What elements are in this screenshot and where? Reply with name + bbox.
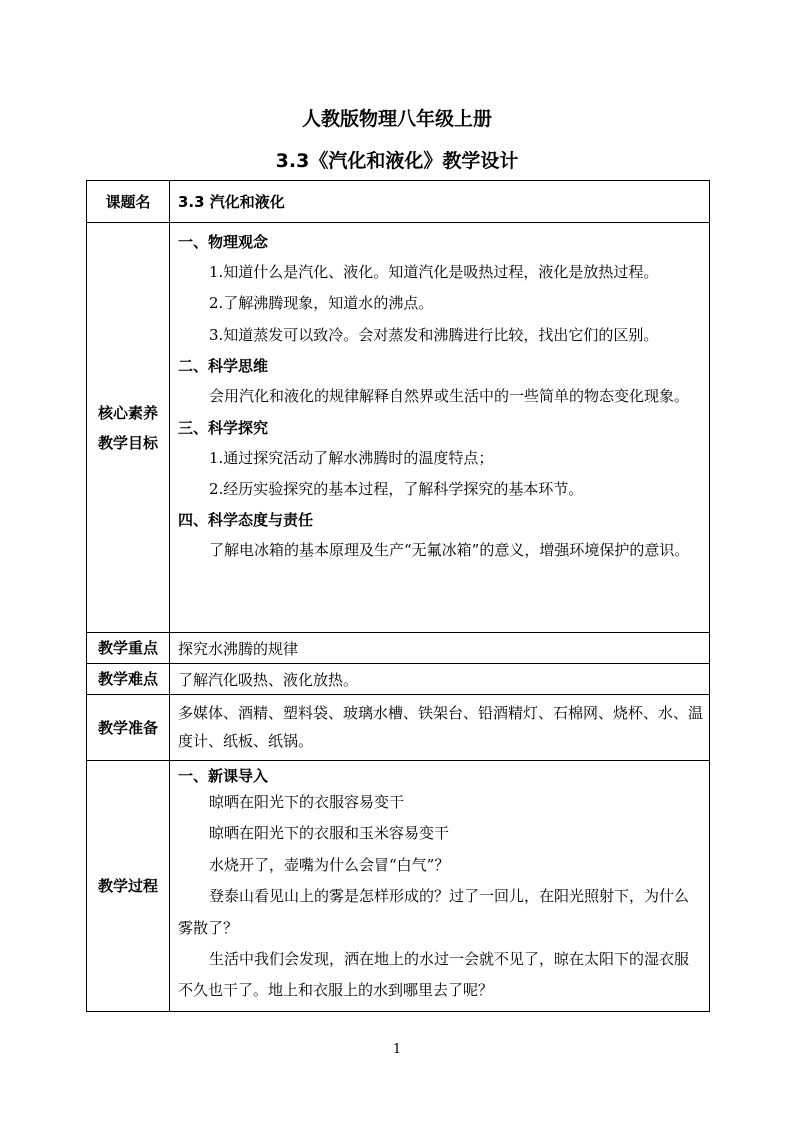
preparation-value: 多媒体、酒精、塑料袋、玻璃水槽、铁架台、铅酒精灯、石棉网、烧杯、水、温度计、纸板、纸锅。 bbox=[170, 695, 710, 761]
table-row-key-point bbox=[87, 633, 710, 664]
goals-label-line1: 核心素养 bbox=[97, 403, 158, 422]
table-row-process bbox=[87, 761, 710, 1012]
topic-label: 课题名 bbox=[87, 181, 170, 223]
lesson-plan-table bbox=[86, 180, 710, 1012]
process-content bbox=[170, 761, 710, 1012]
goals-item: 1.知道什么是汽化、液化。知道汽化是吸热过程，液化是放热过程。 bbox=[209, 263, 659, 281]
table-row-preparation bbox=[87, 695, 710, 761]
goals-content bbox=[170, 223, 710, 633]
document-title: 人教版物理八年级上册 bbox=[301, 108, 492, 130]
goals-heading-1: 一、物理观念 bbox=[178, 233, 269, 251]
goals-heading-3: 三、科学探究 bbox=[178, 418, 269, 437]
goals-heading-4: 四、科学态度与责任 bbox=[178, 511, 314, 530]
topic-value: 3.3 汽化和液化 bbox=[170, 181, 710, 223]
goals-label-line2: 教学目标 bbox=[97, 433, 158, 452]
table-row-goals bbox=[87, 223, 710, 633]
process-item: 登泰山看见山上的雾是怎样形成的？过了一回儿，在阳光照射下，为什么雾散了？ bbox=[178, 887, 690, 937]
goals-heading-2: 二、科学思维 bbox=[178, 357, 269, 376]
process-item: 生活中我们会发现，洒在地上的水过一会就不见了，晾在太阳下的湿衣服不久也干了。地上和衣服上的水到哪里去了呢？ bbox=[178, 950, 690, 1000]
goals-item: 会用汽化和液化的规律解释自然界或生活中的一些简单的物态变化现象。 bbox=[209, 387, 690, 406]
difficulty-value: 了解汽化吸热、液化放热。 bbox=[170, 664, 710, 695]
process-item: 晾晒在阳光下的衣服容易变干 bbox=[209, 793, 405, 811]
goals-item: 3.知道蒸发可以致冷。会对蒸发和沸腾进行比较，找出它们的区别。 bbox=[209, 325, 659, 344]
goals-item: 2.了解沸腾现象，知道水的沸点。 bbox=[209, 294, 434, 313]
preparation-label: 教学准备 bbox=[87, 695, 170, 761]
process-item: 水烧开了，壶嘴为什么会冒“白气”？ bbox=[209, 855, 450, 874]
process-item: 晾晒在阳光下的衣服和玉米容易变干 bbox=[209, 824, 450, 843]
goals-label bbox=[87, 223, 170, 633]
goals-item: 1.通过探究活动了解水沸腾时的温度特点； bbox=[209, 448, 494, 467]
goals-item: 了解电冰箱的基本原理及生产“无氟冰箱”的意义，增强环境保护的意识。 bbox=[209, 541, 690, 560]
table-row-topic bbox=[87, 181, 710, 223]
document-subtitle: 3.3《汽化和液化》教学设计 bbox=[275, 150, 519, 172]
goals-item: 2.经历实验探究的基本过程，了解科学探究的基本环节。 bbox=[209, 480, 584, 499]
table-row-difficulty bbox=[87, 664, 710, 695]
page-number: 1 bbox=[392, 1042, 402, 1057]
difficulty-label: 教学难点 bbox=[87, 664, 170, 695]
process-heading: 一、新课导入 bbox=[178, 767, 269, 785]
key-point-label: 教学重点 bbox=[87, 633, 170, 664]
process-label: 教学过程 bbox=[87, 761, 170, 1012]
key-point-value: 探究水沸腾的规律 bbox=[170, 633, 710, 664]
